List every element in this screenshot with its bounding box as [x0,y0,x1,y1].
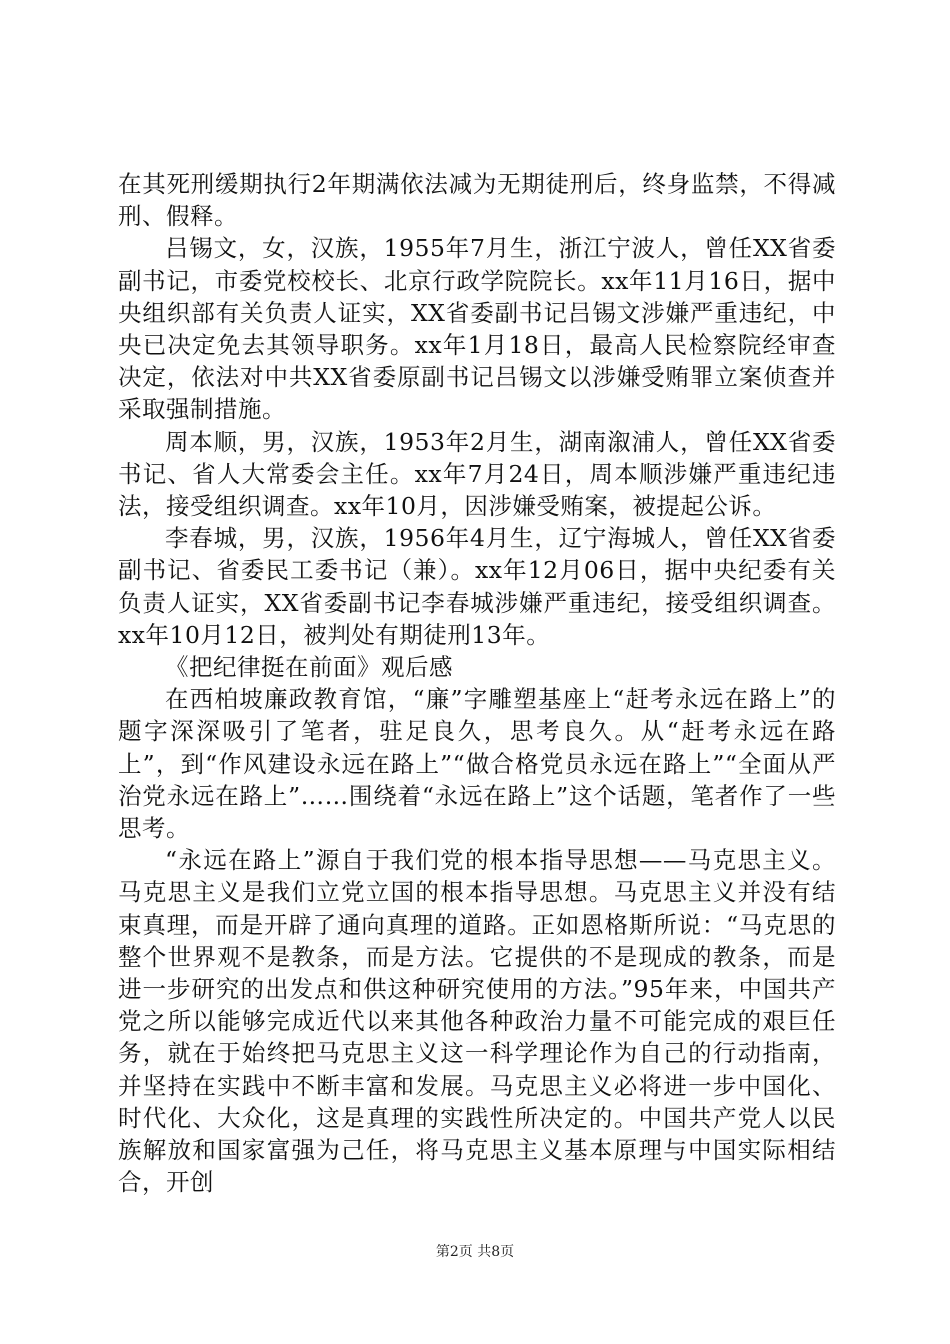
page-footer [0,1242,950,1262]
paragraph-continuation: 在其死刑缓期执行2年期满依法减为无期徒刑后，终身监禁，不得减刑、假释。 [118,170,836,231]
essay-paragraph-2: “永远在路上”源自于我们党的根本指导思想——马克思主义。马克思主义是我们立党立国的根本指导思想。马克思主义并没有结束真理，而是开辟了通向真理的道路。正如恩格斯所说：“马克思的整个世界观不是教条，而是方法。它提供的不是现成的教条，而是进一步研究的出发点和供这种研究使用的方法。”95年来，中国共产党之所以能够完成近代以来其他各种政治力量不可能完成的艰巨任务，就在于始终把马克思主义这一科学理论作为自己的行动指南，并坚持在实践中不断丰富和发展。马克思主义必将进一步中国化、时代化、大众化，这是真理的实践性所决定的。中国共产党人以民族解放和国家富强为己任，将马克思主义基本原理与中国实际相结合，开创 [118,846,836,1197]
paragraph-zhou-benshun: 周本顺，男，汉族，1953年2月生，湖南溆浦人，曾任XX省委书记、省人大常委会主任。xx年7月24日，周本顺涉嫌严重违纪违法，接受组织调查。xx年10月，因涉嫌受贿案，被提起公诉。 [118,427,836,521]
essay-paragraph-1: 在西柏坡廉政教育馆，“廉”字雕塑基座上“赶考永远在路上”的题字深深吸引了笔者，驻足良久，思考良久。从“赶考永远在路上”，到“作风建设永远在路上”“做合格党员永远在路上”“全面从严治党永远在路上”……围绕着“永远在路上”这个话题，笔者作了一些思考。 [118,685,836,843]
page-number-label: 第2页 共8页 [435,1244,515,1260]
paragraph-lv-xiwen: 吕锡文，女，汉族，1955年7月生，浙江宁波人，曾任XX省委副书记，市委党校校长、北京行政学院院长。xx年11月16日，据中央组织部有关负责人证实，XX省委副书记吕锡文涉嫌严重违纪，中央已决定免去其领导职务。xx年1月18日，最高人民检察院经审查决定，依法对中共XX省委原副书记吕锡文以涉嫌受贿罪立案侦查并采取强制措施。 [118,234,836,424]
document-body [118,168,836,1199]
section-title: 《把纪律挺在前面》观后感 [165,653,453,682]
paragraph-li-chuncheng: 李春城，男，汉族，1956年4月生，辽宁海城人，曾任XX省委副书记、省委民工委书记（兼）。xx年12月06日，据中央纪委有关负责人证实，XX省委副书记李春城涉嫌严重违纪，接受组织调查。xx年10月12日，被判处有期徒刑13年。 [118,524,836,649]
